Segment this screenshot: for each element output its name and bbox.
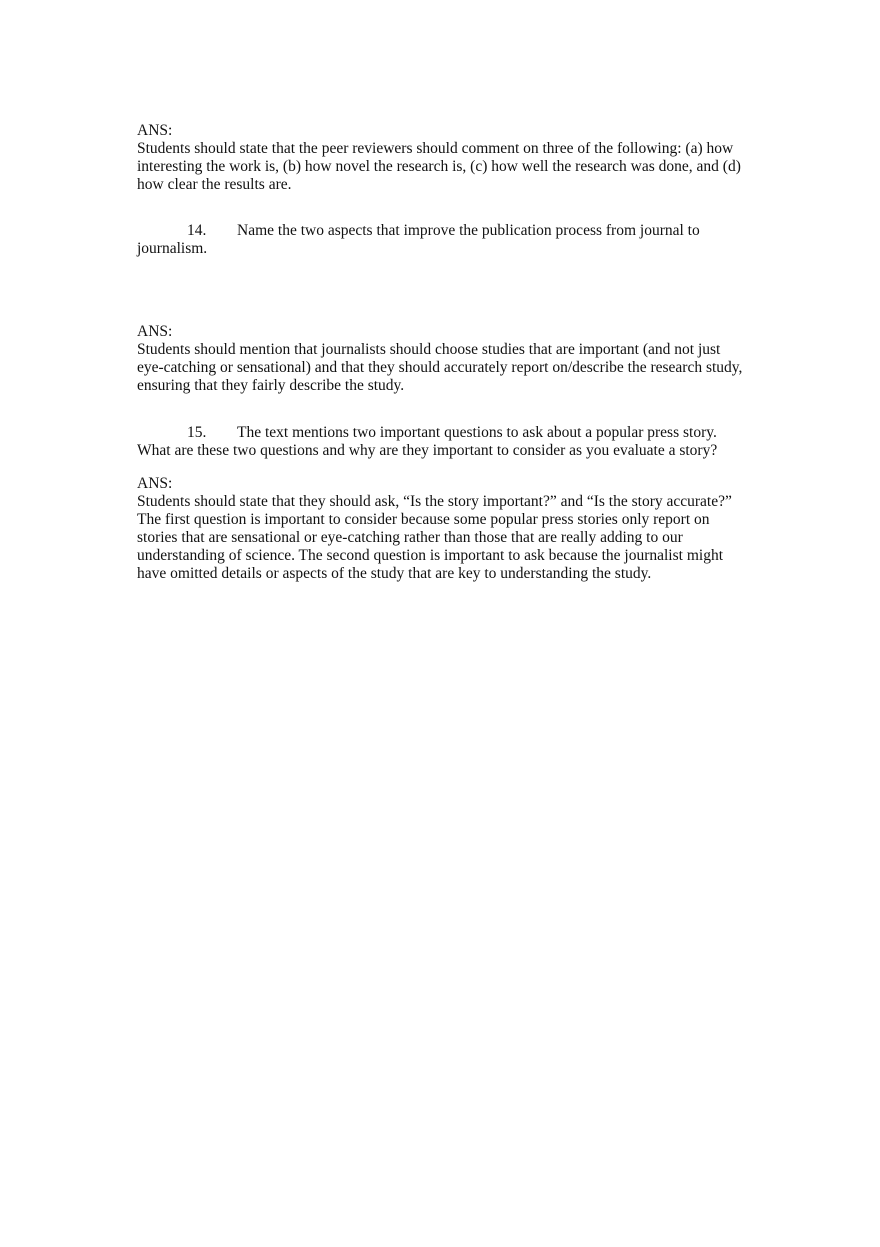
answer-text-line: ensuring that they fairly describe the study.	[137, 377, 405, 394]
answer-text-line: stories that are sensational or eye-catching rather than those that are really adding to our	[137, 529, 683, 546]
answer-text-line: Students should state that they should ask, “Is the story important?” and “Is the story accurate?”	[137, 493, 732, 510]
answer-text-line: Students should mention that journalists should choose studies that are important (and not just	[137, 341, 721, 358]
question-text-line: Name the two aspects that improve the publication process from journal to	[237, 222, 700, 239]
answer-text-line: have omitted details or aspects of the study that are key to understanding the study.	[137, 565, 652, 582]
question-text-line: journalism.	[137, 240, 208, 257]
question-14-block	[137, 222, 749, 258]
answer-label: ANS:	[137, 122, 173, 139]
answer-text-line: how clear the results are.	[137, 176, 292, 193]
answer-15-block	[137, 475, 749, 583]
answer-text-line: interesting the work is, (b) how novel the research is, (c) how well the research was done, and (d)	[137, 158, 741, 175]
question-text-line: The text mentions two important questions to ask about a popular press story.	[237, 424, 717, 441]
answer-text-line: The first question is important to consider because some popular press stories only report on	[137, 511, 710, 528]
answer-label: ANS:	[137, 323, 173, 340]
question-number: 14.	[187, 222, 207, 239]
answer-label: ANS:	[137, 475, 173, 492]
answer-text-line: eye-catching or sensational) and that they should accurately report on/describe the research study,	[137, 359, 743, 376]
question-text-line: What are these two questions and why are they important to consider as you evaluate a story?	[137, 442, 718, 459]
answer-text-line: Students should state that the peer reviewers should comment on three of the following: (a) how	[137, 140, 734, 157]
answer-14-block	[137, 323, 749, 395]
answer-13-block	[137, 122, 749, 194]
question-15-block	[137, 424, 749, 460]
question-number: 15.	[187, 424, 207, 441]
answer-text-line: understanding of science. The second question is important to ask because the journalist might	[137, 547, 723, 564]
